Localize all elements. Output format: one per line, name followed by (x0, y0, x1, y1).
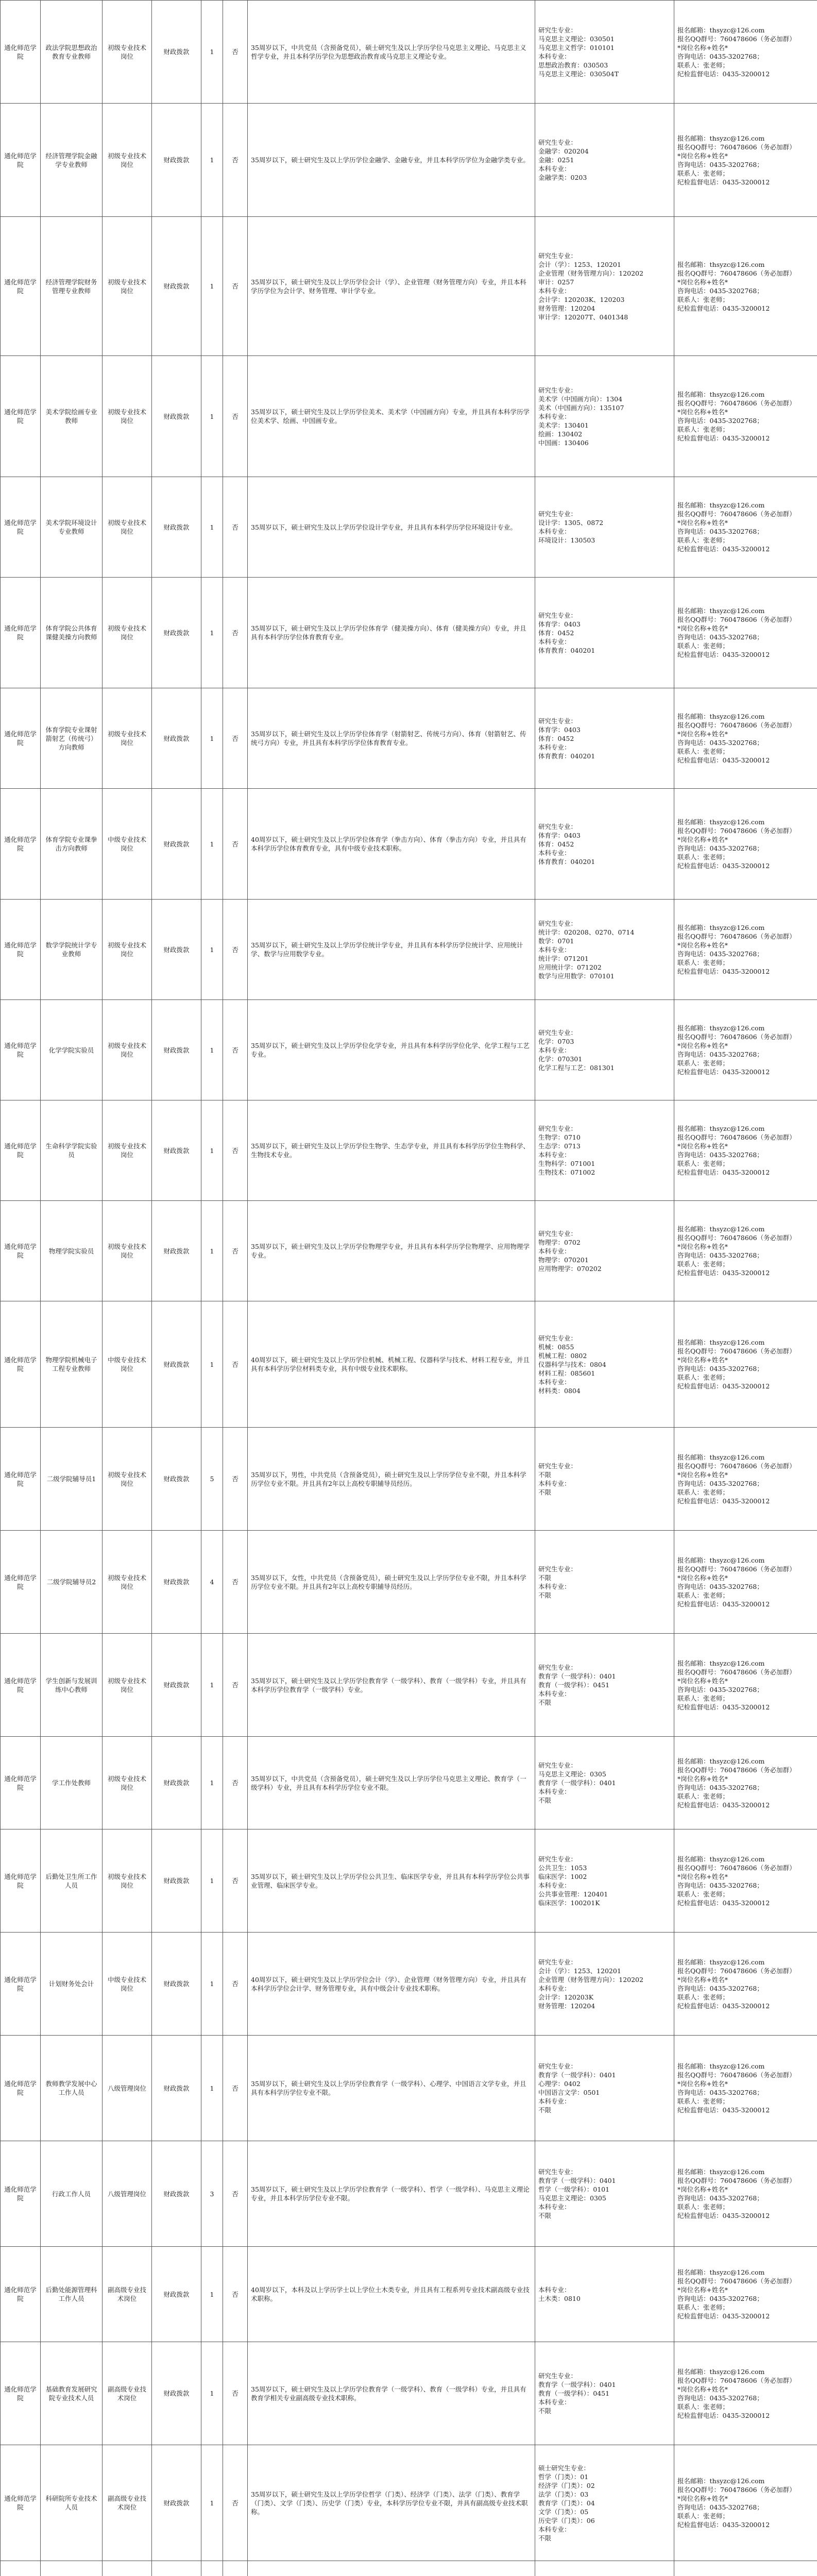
cell-funding: 财政拨款 (152, 688, 201, 789)
cell-requirements (248, 2561, 535, 2576)
table-row (1, 900, 817, 1000)
cell-post (41, 2561, 103, 2576)
cell-count: 1 (201, 1301, 223, 1428)
cell-majors: 研究生专业： 教育学（一级学科）：0401 教育（一级学科）：0451 本科专业： 不限 (535, 1634, 674, 1737)
table-body (1, 1, 817, 2576)
cell-majors: 研究生专业： 教育学（一级学科）：0401 心理学：0402 中国语言文学：0501 本科专业： 不限 (535, 2036, 674, 2141)
cell-unit: 通化师范学院 (1, 1829, 41, 1933)
cell-flag: 否 (223, 688, 248, 789)
cell-contact: 报名邮箱：thsyzc@126.com 报名QQ群号：760478606（务必加群） *岗位名称+姓名* 咨询电话：0435-3202768； 联系人：张老师； 纪检监督电话：0435-3200012 (674, 1428, 817, 1531)
cell-post: 体育学院公共体育课健美操方向教师 (41, 578, 103, 688)
cell-unit: 通化师范学院 (1, 217, 41, 356)
cell-requirements: 40周岁以下，硕士研究生及以上学历学位会计（学）、企业管理（财务管理方向）专业，并且具有本科学历学位会计学、财务管理专业，具有中级会计专业技术职称。 (248, 1933, 535, 2036)
cell-contact: 报名邮箱：thsyzc@126.com 报名QQ群号：760478606（务必加群） *岗位名称+姓名* 咨询电话：0435-3202768； 联系人：张老师； 纪检监督电话：0435-3200012 (674, 1737, 817, 1829)
cell-category: 初级专业技术岗位 (103, 1, 152, 104)
cell-requirements: 35周岁以下，硕士研究生及以上学历学位金融学、金融专业，并且本科学历学位为金融学类专业。 (248, 104, 535, 217)
cell-majors: 研究生专业： 公共卫生：1053 临床医学：1002 本科专业： 公共事业管理：120401 临床医学：100201K (535, 1829, 674, 1933)
cell-majors: 研究生专业： 生物学：0710 生态学：0713 本科专业： 生物科学：071001 生物技术：071002 (535, 1100, 674, 1201)
cell-category: 初级专业技术岗位 (103, 1531, 152, 1634)
cell-requirements: 35周岁以下，女性，中共党员（含预备党员），硕士研究生及以上学历学位专业不限，并且本科学历学位专业不限。并且具有2年以上高校专职辅导员经历。 (248, 1531, 535, 1634)
cell-unit: 通化师范学院 (1, 1737, 41, 1829)
cell-majors: 研究生专业： 不限 本科专业： 不限 (535, 1531, 674, 1634)
cell-requirements: 35周岁以下，硕士研究生及以上学历学位公共卫生、临床医学专业，并且具有本科学历学位公共事业管理、临床医学专业。 (248, 1829, 535, 1933)
cell-unit: 通化师范学院 (1, 1634, 41, 1737)
cell-funding: 财政拨款 (152, 578, 201, 688)
table-row (1, 356, 817, 477)
cell-count: 1 (201, 2036, 223, 2141)
cell-funding: 财政拨款 (152, 900, 201, 1000)
cell-flag: 否 (223, 2445, 248, 2561)
cell-post: 体育学院专业课拳击方向教师 (41, 789, 103, 900)
cell-majors: 研究生专业： 体育学：0403 体育：0452 本科专业： 体育教育：040201 (535, 578, 674, 688)
table-row (1, 1737, 817, 1829)
cell-count: 1 (201, 1933, 223, 2036)
cell-majors: 研究生专业： 体育学：0403 体育：0452 本科专业： 体育教育：040201 (535, 688, 674, 789)
cell-funding: 财政拨款 (152, 1737, 201, 1829)
cell-category: 初级专业技术岗位 (103, 1428, 152, 1531)
cell-funding: 财政拨款 (152, 477, 201, 578)
cell-flag (223, 2561, 248, 2576)
cell-contact: 报名邮箱：thsyzc@126.com 报名QQ群号：760478606（务必加群） *岗位名称+姓名* 咨询电话：0435-3202768； 联系人：张老师； 纪检监督电话：0435-3200012 (674, 688, 817, 789)
cell-majors: 研究生专业： 设计学：1305、0872 本科专业： 环境设计：130503 (535, 477, 674, 578)
cell-flag: 否 (223, 356, 248, 477)
cell-contact: 报名邮箱：thsyzc@126.com 报名QQ群号：760478606（务必加群） *岗位名称+姓名* 咨询电话：0435-3202768； 联系人：张老师； 纪检监督电话：0435-3200012 (674, 2141, 817, 2247)
cell-count: 1 (201, 1737, 223, 1829)
cell-post: 学工作处教师 (41, 1737, 103, 1829)
cell-flag: 否 (223, 1933, 248, 2036)
cell-post: 行政工作人员 (41, 2141, 103, 2247)
cell-count: 1 (201, 688, 223, 789)
cell-category: 初级专业技术岗位 (103, 356, 152, 477)
cell-category (103, 2561, 152, 2576)
table-row (1, 217, 817, 356)
cell-majors: 研究生专业： 会计（学）：1253、120201 企业管理（财务管理方向）：120202 本科专业： 会计学：120203K 财务管理：120204 (535, 1933, 674, 2036)
cell-contact: 报名邮箱：thsyzc@126.com 报名QQ群号：760478606（务必加群） *岗位名称+姓名* 咨询电话：0435-3202768； 联系人：张老师； 纪检监督电话：0435-3200012 (674, 104, 817, 217)
cell-requirements: 35周岁以下，硕士研究生及以上学历学位设计学专业，并且具有本科学历学位环境设计专业。 (248, 477, 535, 578)
cell-flag: 否 (223, 2141, 248, 2247)
cell-funding: 财政拨款 (152, 2141, 201, 2247)
cell-requirements: 40周岁以下，硕士研究生及以上学历学位机械、机械工程、仪器科学与技术、材料工程专业，并且具有本科学历学位材料类专业，具有中级专业技术职称。 (248, 1301, 535, 1428)
cell-post: 经济管理学院金融学专业教师 (41, 104, 103, 217)
cell-unit: 通化师范学院 (1, 1100, 41, 1201)
cell-count: 1 (201, 1100, 223, 1201)
cell-funding: 财政拨款 (152, 1301, 201, 1428)
cell-count: 4 (201, 1531, 223, 1634)
cell-requirements: 40周岁以下，本科及以上学历学士以上学位土木类专业，并且具有工程系列专业技术副高级专业技术职称。 (248, 2247, 535, 2342)
cell-contact: 报名邮箱：thsyzc@126.com 报名QQ群号：760478606（务必加群） *岗位名称+姓名* 咨询电话：0435-3202768； 联系人：张老师； 纪检监督电话：0435-3200012 (674, 789, 817, 900)
cell-post: 后勤处卫生所工作人员 (41, 1829, 103, 1933)
cell-flag: 否 (223, 2342, 248, 2445)
cell-funding: 财政拨款 (152, 1201, 201, 1301)
cell-majors: 硕士研究生专业： 哲学（门类）：01 经济学（门类）：02 法学（门类）：03 教育学（门类）：04 文学（门类）：05 历史学（门类）：06 本科专业： 不限 (535, 2445, 674, 2561)
cell-flag: 否 (223, 1531, 248, 1634)
cell-category: 初级专业技术岗位 (103, 1100, 152, 1201)
cell-requirements: 35周岁以下，硕士研究生及以上学历学位哲学（门类）、经济学（门类）、法学（门类）、教育学（门类）、文学（门类）、历史学（门类）专业，本科学历学位专业不限，并具有副高级专业技术职称。 (248, 2445, 535, 2561)
cell-funding: 财政拨款 (152, 2445, 201, 2561)
cell-post: 美术学院环境设计专业教师 (41, 477, 103, 578)
table-row (1, 1531, 817, 1634)
cell-post: 经济管理学院财务管理专业教师 (41, 217, 103, 356)
cell-funding: 财政拨款 (152, 1100, 201, 1201)
cell-contact: 报名邮箱：thsyzc@126.com 报名QQ群号：760478606（务必加群） *岗位名称+姓名* 咨询电话：0435-3202768； 联系人：张老师； 纪检监督电话：0435-3200012 (674, 477, 817, 578)
cell-contact: 报名邮箱：thsyzc@126.com 报名QQ群号：760478606（务必加群） *岗位名称+姓名* 咨询电话：0435-3202768； 联系人：张老师； 纪检监督电话：0435-3200012 (674, 1000, 817, 1100)
cell-contact: 报名邮箱：thsyzc@126.com 报名QQ群号：760478606（务必加群） *岗位名称+姓名* 咨询电话：0435-3202768； 联系人：张老师； 纪检监督电话：0435-3200012 (674, 1201, 817, 1301)
cell-requirements: 35周岁以下，硕士研究生及以上学历学位美术、美术学（中国画方向）专业，并且具有本科学历学位美术学、绘画、中国画专业。 (248, 356, 535, 477)
table-row (1, 2342, 817, 2445)
table-row (1, 477, 817, 578)
cell-category: 中级专业技术岗位 (103, 1301, 152, 1428)
cell-unit: 通化师范学院 (1, 2445, 41, 2561)
cell-count: 1 (201, 789, 223, 900)
cell-requirements: 35周岁以下，硕士研究生及以上学历学位教育学（一级学科）、心理学、中国语言文学专业，并且具有本科学历学位专业不限。 (248, 2036, 535, 2141)
cell-count: 1 (201, 2342, 223, 2445)
cell-majors: 研究生专业： 会计（学）：1253、120201 企业管理（财务管理方向）：120202 审计：0257 本科专业： 会计学：120203K、120203 财务管理：120204 审计学：120207T、0401348 (535, 217, 674, 356)
cell-category: 副高级专业技术岗位 (103, 2342, 152, 2445)
cell-post: 物理学院机械电子工程专业教师 (41, 1301, 103, 1428)
cell-contact: 报名邮箱：thsyzc@126.com 报名QQ群号：760478606（务必加群） *岗位名称+姓名* 咨询电话：0435-3202768； 联系人：张老师； 纪检监督电话：0435-3200012 (674, 1, 817, 104)
cell-contact (674, 2561, 817, 2576)
cell-funding: 财政拨款 (152, 2036, 201, 2141)
cell-requirements: 35周岁以下，硕士研究生及以上学历学位教育学（一级学科）、哲学（一级学科）、马克思主义理论专业，并且本科学历学位专业不限。 (248, 2141, 535, 2247)
cell-funding: 财政拨款 (152, 1428, 201, 1531)
cell-unit: 通化师范学院 (1, 900, 41, 1000)
cell-unit (1, 2561, 41, 2576)
cell-majors: 研究生专业： 化学：0703 本科专业： 化学：070301 化学工程与工艺：081301 (535, 1000, 674, 1100)
cell-category: 八级管理岗位 (103, 2141, 152, 2247)
table-row (1, 1829, 817, 1933)
cell-count: 1 (201, 1000, 223, 1100)
cell-category: 副高级专业技术岗位 (103, 2247, 152, 2342)
table-row (1, 1933, 817, 2036)
table-row (1, 1, 817, 104)
cell-contact: 报名邮箱：thsyzc@126.com 报名QQ群号：760478606（务必加群） *岗位名称+姓名* 咨询电话：0435-3202768； 联系人：张老师； 纪检监督电话：0435-3200012 (674, 578, 817, 688)
cell-post: 教师教学发展中心工作人员 (41, 2036, 103, 2141)
cell-majors: 研究生专业： 金融学：020204 金融：0251 本科专业： 金融学类：0203 (535, 104, 674, 217)
cell-count: 1 (201, 356, 223, 477)
cell-funding: 财政拨款 (152, 356, 201, 477)
cell-category: 初级专业技术岗位 (103, 104, 152, 217)
table-row (1, 688, 817, 789)
cell-funding: 财政拨款 (152, 2247, 201, 2342)
table-row (1, 1201, 817, 1301)
cell-count: 1 (201, 2445, 223, 2561)
cell-unit: 通化师范学院 (1, 2247, 41, 2342)
cell-unit: 通化师范学院 (1, 2342, 41, 2445)
cell-count: 1 (201, 900, 223, 1000)
cell-contact: 报名邮箱：thsyzc@126.com 报名QQ群号：760478606（务必加群） *岗位名称+姓名* 咨询电话：0435-3202768； 联系人：张老师； 纪检监督电话：0435-3200012 (674, 900, 817, 1000)
cell-category: 初级专业技术岗位 (103, 688, 152, 789)
cell-majors: 研究生专业： 机械：0855 机械工程：0802 仪器科学与技术：0804 材料工程：085601 本科专业： 材料类：0804 (535, 1301, 674, 1428)
cell-majors (535, 2561, 674, 2576)
cell-unit: 通化师范学院 (1, 1531, 41, 1634)
cell-post: 数学学院统计学专业教师 (41, 900, 103, 1000)
cell-majors: 研究生专业： 物理学：0702 本科专业： 物理学：070201 应用物理学：070202 (535, 1201, 674, 1301)
cell-flag: 否 (223, 1428, 248, 1531)
table-row (1, 2036, 817, 2141)
cell-flag: 否 (223, 2036, 248, 2141)
cell-unit: 通化师范学院 (1, 1, 41, 104)
cell-unit: 通化师范学院 (1, 104, 41, 217)
cell-count: 1 (201, 1634, 223, 1737)
cell-flag: 否 (223, 1000, 248, 1100)
cell-funding: 财政拨款 (152, 1000, 201, 1100)
cell-category: 中级专业技术岗位 (103, 1933, 152, 2036)
cell-count (201, 2561, 223, 2576)
cell-post: 科研院所专业技术人员 (41, 2445, 103, 2561)
cell-category: 初级专业技术岗位 (103, 477, 152, 578)
cell-requirements: 40周岁以下，硕士研究生及以上学历学位体育学（拳击方向）、体育（拳击方向）专业，并且具有本科学历学位体育教育专业，具有中级专业技术职称。 (248, 789, 535, 900)
cell-count: 1 (201, 1829, 223, 1933)
cell-funding: 财政拨款 (152, 2342, 201, 2445)
cell-requirements: 35周岁以下，硕士研究生及以上学历学位体育学（健美操方向）、体育（健美操方向）专业，并且具有本科学历学位体育教育专业。 (248, 578, 535, 688)
cell-majors: 研究生专业： 统计学：020208、0270、0714 数学：0701 本科专业： 统计学：071201 应用统计学：071202 数学与应用数学：070101 (535, 900, 674, 1000)
cell-requirements: 35周岁以下，硕士研究生及以上学历学位生物学、生态学专业，并且具有本科学历学位生物科学、生物技术专业。 (248, 1100, 535, 1201)
cell-unit: 通化师范学院 (1, 1201, 41, 1301)
cell-category: 初级专业技术岗位 (103, 1201, 152, 1301)
cell-contact: 报名邮箱：thsyzc@126.com 报名QQ群号：760478606（务必加群） *岗位名称+姓名* 咨询电话：0435-3202768； 联系人：张老师； 纪检监督电话：0435-3200012 (674, 2342, 817, 2445)
cell-count: 1 (201, 578, 223, 688)
cell-contact: 报名邮箱：thsyzc@126.com 报名QQ群号：760478606（务必加群） *岗位名称+姓名* 咨询电话：0435-3202768； 联系人：张老师； 纪检监督电话：0435-3200012 (674, 1531, 817, 1634)
table-row (1, 2141, 817, 2247)
cell-unit: 通化师范学院 (1, 2036, 41, 2141)
cell-flag: 否 (223, 789, 248, 900)
cell-flag: 否 (223, 900, 248, 1000)
cell-funding: 财政拨款 (152, 1634, 201, 1737)
cell-contact: 报名邮箱：thsyzc@126.com 报名QQ群号：760478606（务必加群） *岗位名称+姓名* 咨询电话：0435-3202768； 联系人：张老师； 纪检监督电话：0435-3200012 (674, 2036, 817, 2141)
table-row (1, 1100, 817, 1201)
cell-post: 物理学院实验员 (41, 1201, 103, 1301)
cell-flag: 否 (223, 578, 248, 688)
cell-requirements: 35周岁以下，硕士研究生及以上学历学位体育学（射箭射艺、传统弓方向）、体育（射箭射艺、传统弓方向）专业，并且具有本科学历学位体育教育专业。 (248, 688, 535, 789)
cell-flag: 否 (223, 217, 248, 356)
cell-flag: 否 (223, 1634, 248, 1737)
cell-post: 学生创新与发展训练中心教师 (41, 1634, 103, 1737)
cell-funding: 财政拨款 (152, 104, 201, 217)
cell-requirements: 35周岁以下，硕士研究生及以上学历学位统计学专业，并且具有本科学历学位统计学、应用统计学、数学与应用数学专业。 (248, 900, 535, 1000)
cell-unit: 通化师范学院 (1, 1301, 41, 1428)
cell-category: 初级专业技术岗位 (103, 900, 152, 1000)
cell-funding: 财政拨款 (152, 789, 201, 900)
cell-count: 1 (201, 1201, 223, 1301)
cell-majors: 研究生专业： 马克思主义理论：030501 马克思主义哲学：010101 本科专业： 思想政治教育：030503 马克思主义理论：030504T (535, 1, 674, 104)
cell-unit: 通化师范学院 (1, 789, 41, 900)
cell-post: 后勤处能源管理科工作人员 (41, 2247, 103, 2342)
cell-count: 1 (201, 217, 223, 356)
cell-requirements: 35周岁以下，中共党员（含预备党员），硕士研究生及以上学历学位马克思主义理论、教育学（一级学科）专业，并且具有本科学历学位专业不限。 (248, 1737, 535, 1829)
cell-requirements: 35周岁以下，硕士研究生及以上学历学位会计（学）、企业管理（财务管理方向）专业，并且本科学历学位为会计学、财务管理、审计学专业。 (248, 217, 535, 356)
cell-requirements: 35周岁以下，硕士研究生及以上学历学位教育学（一级学科）、教育（一级学科）专业，并且具有本科学历学位教育学（一级学科）专业。 (248, 1634, 535, 1737)
cell-flag: 否 (223, 1829, 248, 1933)
cell-count: 5 (201, 1428, 223, 1531)
cell-category: 初级专业技术岗位 (103, 217, 152, 356)
cell-requirements: 35周岁以下，硕士研究生及以上学历学位教育学（一级学科）、教育（一级学科）专业，并且具有教育学相关专业副高级专业技术职称。 (248, 2342, 535, 2445)
cell-unit: 通化师范学院 (1, 2141, 41, 2247)
cell-majors: 本科专业： 土木类：0810 (535, 2247, 674, 2342)
cell-majors: 研究生专业： 马克思主义理论：0305 教育学（一级学科）：0401 本科专业： 不限 (535, 1737, 674, 1829)
cell-category: 初级专业技术岗位 (103, 1829, 152, 1933)
cell-flag: 否 (223, 1201, 248, 1301)
cell-contact: 报名邮箱：thsyzc@126.com 报名QQ群号：760478606（务必加群） *岗位名称+姓名* 咨询电话：0435-3202768； 联系人：张老师； 纪检监督电话：0435-3200012 (674, 1829, 817, 1933)
cell-post: 美术学院绘画专业教师 (41, 356, 103, 477)
cell-flag: 否 (223, 104, 248, 217)
cell-contact: 报名邮箱：thsyzc@126.com 报名QQ群号：760478606（务必加群） *岗位名称+姓名* 咨询电话：0435-3202768； 联系人：张老师； 纪检监督电话：0435-3200012 (674, 217, 817, 356)
cell-category: 初级专业技术岗位 (103, 578, 152, 688)
cell-majors: 研究生专业： 体育学：0403 体育：0452 本科专业： 体育教育：040201 (535, 789, 674, 900)
cell-flag: 否 (223, 477, 248, 578)
cell-post: 二级学院辅导员2 (41, 1531, 103, 1634)
cell-contact: 报名邮箱：thsyzc@126.com 报名QQ群号：760478606（务必加群） *岗位名称+姓名* 咨询电话：0435-3202768； 联系人：张老师； 纪检监督电话：0435-3200012 (674, 1301, 817, 1428)
cell-post: 基础教育发展研究院专业技术人员 (41, 2342, 103, 2445)
cell-funding (152, 2561, 201, 2576)
cell-unit: 通化师范学院 (1, 688, 41, 789)
cell-category: 初级专业技术岗位 (103, 1634, 152, 1737)
cell-unit: 通化师范学院 (1, 1933, 41, 2036)
cell-category: 中级专业技术岗位 (103, 789, 152, 900)
cell-unit: 通化师范学院 (1, 578, 41, 688)
cell-contact: 报名邮箱：thsyzc@126.com 报名QQ群号：760478606（务必加群） *岗位名称+姓名* 咨询电话：0435-3202768； 联系人：张老师； 纪检监督电话：0435-3200012 (674, 2445, 817, 2561)
cell-requirements: 35周岁以下，中共党员（含预备党员），硕士研究生及以上学历学位马克思主义理论、马克思主义哲学专业，并且本科学历学位为思想政治教育或马克思主义理论专业。 (248, 1, 535, 104)
cell-unit: 通化师范学院 (1, 1428, 41, 1531)
cell-count: 1 (201, 104, 223, 217)
cell-post: 计划财务处会计 (41, 1933, 103, 2036)
cell-majors: 研究生专业： 不限 本科专业： 不限 (535, 1428, 674, 1531)
cell-contact: 报名邮箱：thsyzc@126.com 报名QQ群号：760478606（务必加群） *岗位名称+姓名* 咨询电话：0435-3202768； 联系人：张老师； 纪检监督电话：0435-3200012 (674, 356, 817, 477)
cell-requirements: 35周岁以下，男性，中共党员（含预备党员），硕士研究生及以上学历学位专业不限，并且本科学历学位专业不限。并且具有2年以上高校专职辅导员经历。 (248, 1428, 535, 1531)
table-row (1, 578, 817, 688)
cell-post: 体育学院专业课射箭射艺（传统弓）方向教师 (41, 688, 103, 789)
cell-flag: 否 (223, 1301, 248, 1428)
table-row (1, 1301, 817, 1428)
cell-post: 政法学院思想政治教育专业教师 (41, 1, 103, 104)
cell-requirements: 35周岁以下，硕士研究生及以上学历学位化学专业，并且具有本科学历学位化学、化学工程与工艺专业。 (248, 1000, 535, 1100)
cell-funding: 财政拨款 (152, 1829, 201, 1933)
cell-category: 初级专业技术岗位 (103, 1737, 152, 1829)
cell-post: 化学学院实验员 (41, 1000, 103, 1100)
table-row (1, 104, 817, 217)
cell-flag: 否 (223, 1, 248, 104)
cell-funding: 财政拨款 (152, 1531, 201, 1634)
cell-contact: 报名邮箱：thsyzc@126.com 报名QQ群号：760478606（务必加群） *岗位名称+姓名* 咨询电话：0435-3202768； 联系人：张老师； 纪检监督电话：0435-3200012 (674, 2247, 817, 2342)
cell-funding: 财政拨款 (152, 1933, 201, 2036)
cell-unit: 通化师范学院 (1, 1000, 41, 1100)
table-row (1, 1428, 817, 1531)
cell-post: 二级学院辅导员1 (41, 1428, 103, 1531)
table-row (1, 1000, 817, 1100)
table-row (1, 1634, 817, 1737)
cell-requirements: 35周岁以下，硕士研究生及以上学历学位物理学专业，并且具有本科学历学位物理学、应用物理学专业。 (248, 1201, 535, 1301)
cell-majors: 研究生专业： 教育学（一级学科）：0401 教育（一级学科）：0451 本科专业： 不限 (535, 2342, 674, 2445)
cell-flag: 否 (223, 1737, 248, 1829)
cell-count: 3 (201, 2141, 223, 2247)
cell-majors: 研究生专业： 教育学（一级学科）：0401 哲学（一级学科）：0101 马克思主义理论：0305 本科专业： 不限 (535, 2141, 674, 2247)
cell-contact: 报名邮箱：thsyzc@126.com 报名QQ群号：760478606（务必加群） *岗位名称+姓名* 咨询电话：0435-3202768； 联系人：张老师； 纪检监督电话：0435-3200012 (674, 1933, 817, 2036)
cell-post: 生命科学学院实验员 (41, 1100, 103, 1201)
table-row (1, 2445, 817, 2561)
cell-flag: 否 (223, 2247, 248, 2342)
cell-category: 初级专业技术岗位 (103, 1000, 152, 1100)
cell-category: 八级管理岗位 (103, 2036, 152, 2141)
cell-category: 副高级专业技术岗位 (103, 2445, 152, 2561)
cell-contact: 报名邮箱：thsyzc@126.com 报名QQ群号：760478606（务必加群） *岗位名称+姓名* 咨询电话：0435-3202768； 联系人：张老师； 纪检监督电话：0435-3200012 (674, 1100, 817, 1201)
cell-funding: 财政拨款 (152, 1, 201, 104)
table-row (1, 2247, 817, 2342)
cell-count: 1 (201, 477, 223, 578)
cell-contact: 报名邮箱：thsyzc@126.com 报名QQ群号：760478606（务必加群） *岗位名称+姓名* 咨询电话：0435-3202768； 联系人：张老师； 纪检监督电话：0435-3200012 (674, 1634, 817, 1737)
table-row (1, 2561, 817, 2576)
cell-funding: 财政拨款 (152, 217, 201, 356)
cell-majors: 研究生专业： 美术学（中国画方向）：1304 美术（中国画方向）：135107 本科专业： 美术学：130401 绘画：130402 中国画：130406 (535, 356, 674, 477)
cell-flag: 否 (223, 1100, 248, 1201)
cell-count: 1 (201, 2247, 223, 2342)
cell-count: 1 (201, 1, 223, 104)
cell-unit: 通化师范学院 (1, 477, 41, 578)
cell-unit: 通化师范学院 (1, 356, 41, 477)
table-row (1, 789, 817, 900)
